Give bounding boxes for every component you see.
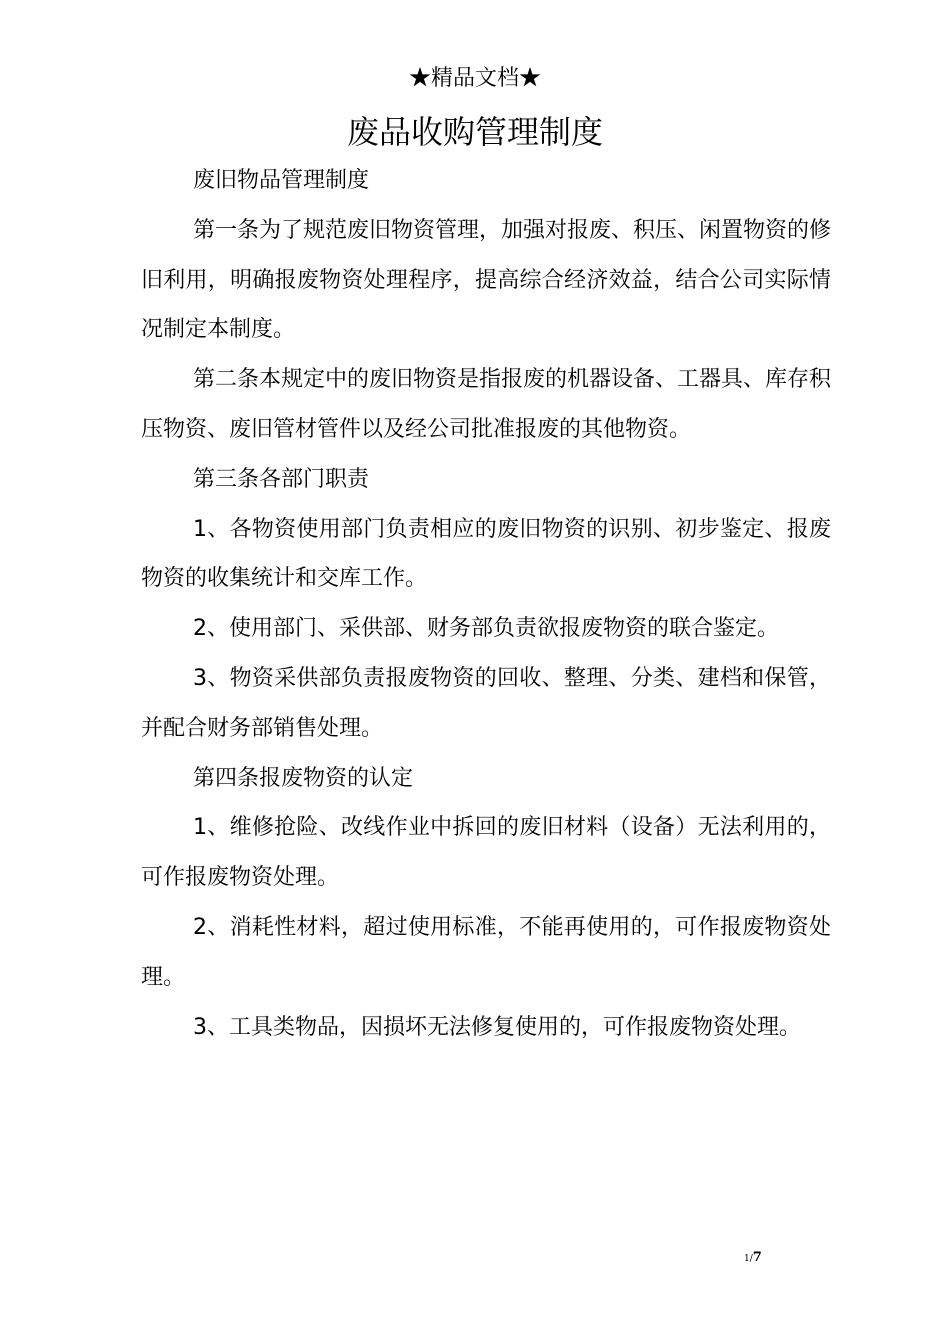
paragraph-article-3-item-1: 1、各物资使用部门负责相应的废旧物资的识别、初步鉴定、报废物资的收集统计和交库工作。 <box>141 516 831 592</box>
paragraph-article-3-item-2: 2、使用部门、采供部、财务部负责欲报废物资的联合鉴定。 <box>193 616 779 642</box>
paragraph-subtitle: 废旧物品管理制度 <box>193 168 370 193</box>
page-number <box>744 1250 762 1267</box>
page-total: 7 <box>752 1250 762 1265</box>
paragraph-article-4-item-1: 1、维修抢险、改线作业中拆回的废旧材料（设备）无法利用的，可作报废物资处理。 <box>141 815 831 891</box>
paragraph-article-2: 第二条本规定中的废旧物资是指报废的机器设备、工器具、库存积压物资、废旧管材管件以及经公司批准报废的其他物资。 <box>141 367 832 442</box>
paragraph-article-1: 第一条为了规范废旧物资管理，加强对报废、积压、闲置物资的修旧利用，明确报废物资处理程序，提高综合经济效益，结合公司实际情况制定本制度。 <box>141 217 832 343</box>
paragraph-article-4-item-2: 2、消耗性材料，超过使用标准，不能再使用的，可作报废物资处理。 <box>141 914 831 990</box>
paragraph-article-3-item-3: 3、物资采供部负责报废物资的回收、整理、分类、建档和保管，并配合财务部销售处理。 <box>141 665 831 741</box>
header-label: ★精品文档★ <box>408 66 541 91</box>
document-body <box>141 156 831 1052</box>
page-separator: / <box>749 1254 753 1264</box>
paragraph-article-4-item-3: 3、工具类物品，因损坏无法修复使用的，可作报废物资处理。 <box>193 1014 801 1040</box>
page-title: 废品收购管理制度 <box>346 113 603 151</box>
page-current: 1 <box>744 1254 750 1264</box>
paragraph-article-4-heading: 第四条报废物资的认定 <box>193 765 414 791</box>
paragraph-article-3-heading: 第三条各部门职责 <box>193 466 370 492</box>
